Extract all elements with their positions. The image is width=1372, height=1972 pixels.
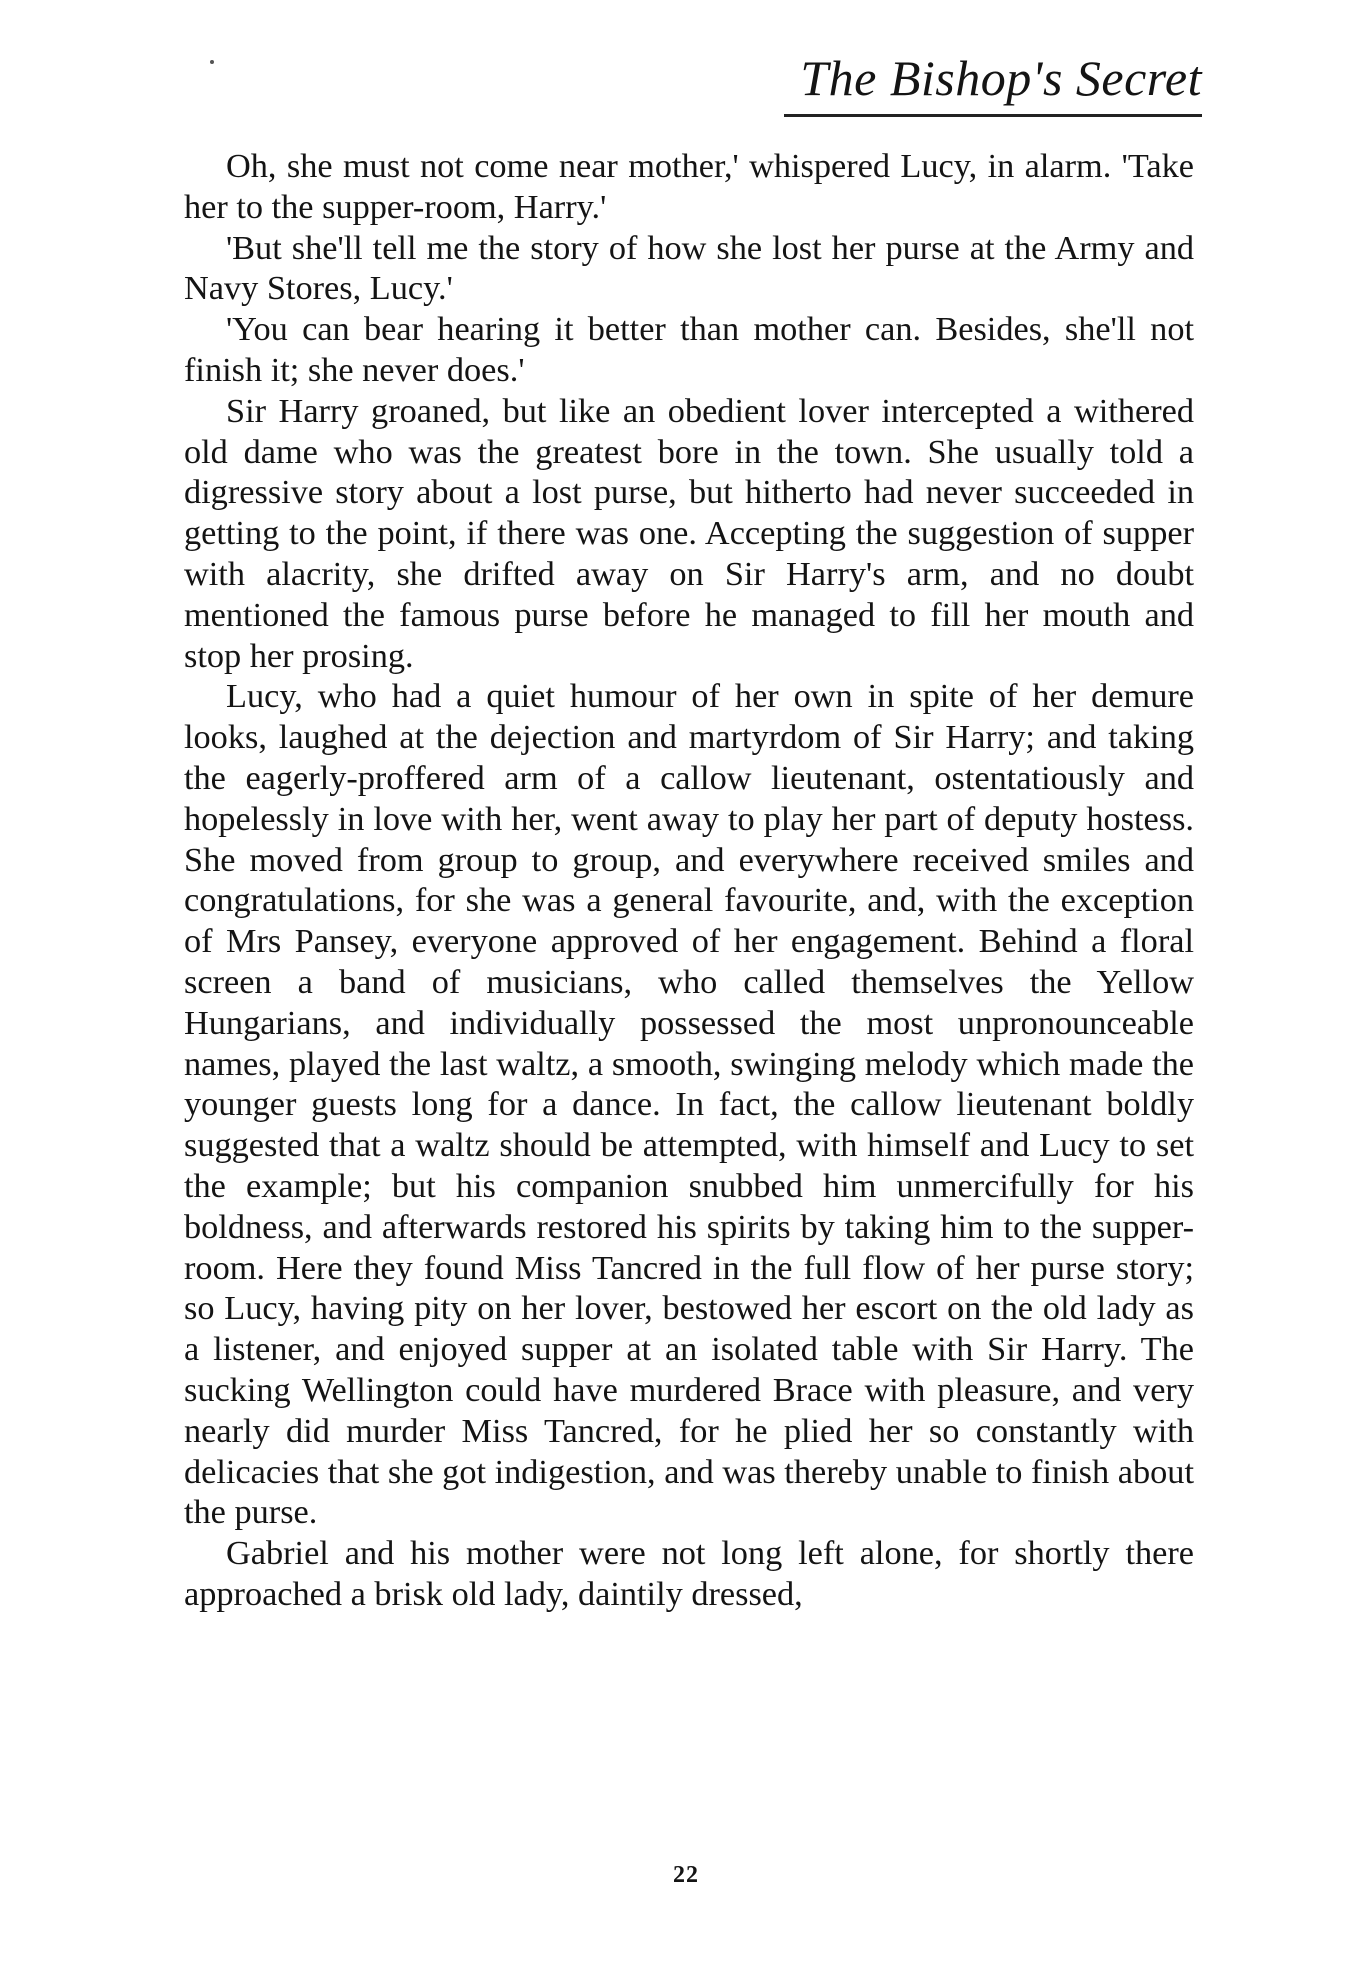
paragraph: 'But she'll tell me the story of how she lost her purse at the Army and Navy Stores, Lucy.' (184, 228, 1194, 308)
paragraph: Lucy, who had a quiet humour of her own in spite of her demure looks, laughed at the dejection and martyrdom of Sir Harry; and taking the eagerly-proffered arm of a callow lieutenant, ostentatiously and hopelessly in love with her, went away to play her part of deputy hostess. She moved from group to group, and everywhere received smiles and congratulations, for she was a general favourite, and, with the exception of Mrs Pansey, everyone approved of her engagement. Behind a floral screen a band of musicians, who called themselves the Yellow Hungarians, and individually possessed the most unpronounceable names, played the last waltz, a smooth, swinging melody which made the younger guests long for a dance. In fact, the callow lieutenant boldly suggested that a waltz should be attempted, with himself and Lucy to set the example; but his companion snubbed him unmercifully for his boldness, and afterwards restored his spirits by taking him to the supper-room. Here they found Miss Tancred in the full flow of her purse story; so Lucy, having pity on her lover, bestowed her escort on the old lady as a listener, and enjoyed supper at an isolated table with Sir Harry. The sucking Wellington could have murdered Brace with pleasure, and very nearly did murder Miss Tancred, for he plied her so constantly with delicacies that she got indigestion, and was thereby unable to finish about the purse. (184, 677, 1194, 1532)
header-rule (784, 114, 1202, 117)
body-text (184, 146, 1194, 1615)
page-number: 22 (673, 1862, 699, 1888)
paragraph: Gabriel and his mother were not long left alone, for shortly there approached a brisk old lady, daintily dressed, (184, 1534, 1194, 1613)
paragraph: Sir Harry groaned, but like an obedient lover intercepted a withered old dame who was the greatest bore in the town. She usually told a digressive story about a lost purse, but hitherto had never succeeded in getting to the point, if there was one. Accepting the suggestion of supper with alacrity, she drifted away on Sir Harry's arm, and no doubt mentioned the famous purse before he managed to fill her mouth and stop her prosing. (184, 391, 1194, 675)
paragraph: 'You can bear hearing it better than mother can. Besides, she'll not finish it; she never does.' (184, 310, 1194, 389)
stray-mark (210, 60, 214, 64)
paragraph: Oh, she must not come near mother,' whispered Lucy, in alarm. 'Take her to the supper-room, Harry.' (184, 147, 1194, 226)
running-head: The Bishop's Secret (800, 50, 1202, 106)
